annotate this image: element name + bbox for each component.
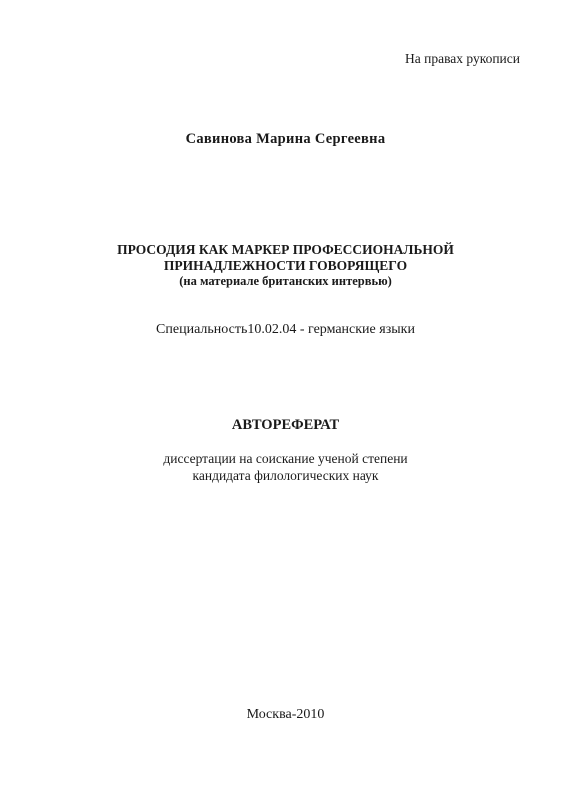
dissertation-subtitle: (на материале британских интервью) xyxy=(179,274,392,288)
dissertation-title-line-1: ПРОСОДИЯ КАК МАРКЕР ПРОФЕССИОНАЛЬНОЙ xyxy=(117,242,454,257)
specialty-name: германские языки xyxy=(308,322,415,337)
document-description-line-1: диссертации на соискание ученой степени xyxy=(163,451,408,466)
specialty-code: 10.02.04 xyxy=(247,322,297,337)
document-type: АВТОРЕФЕРАТ xyxy=(231,417,340,433)
specialty-label: Специальность xyxy=(156,322,248,337)
author-name: Савинова Марина Сергеевна xyxy=(185,131,386,147)
rights-notice: На правах рукописи xyxy=(404,51,520,66)
specialty-separator: - xyxy=(296,322,309,337)
dissertation-title-line-2: ПРИНАДЛЕЖНОСТИ ГОВОРЯЩЕГО xyxy=(163,258,408,273)
specialty-line xyxy=(0,322,571,338)
document-description-line-2: кандидата филологических наук xyxy=(192,468,379,483)
city-year: Москва-2010 xyxy=(246,707,325,722)
